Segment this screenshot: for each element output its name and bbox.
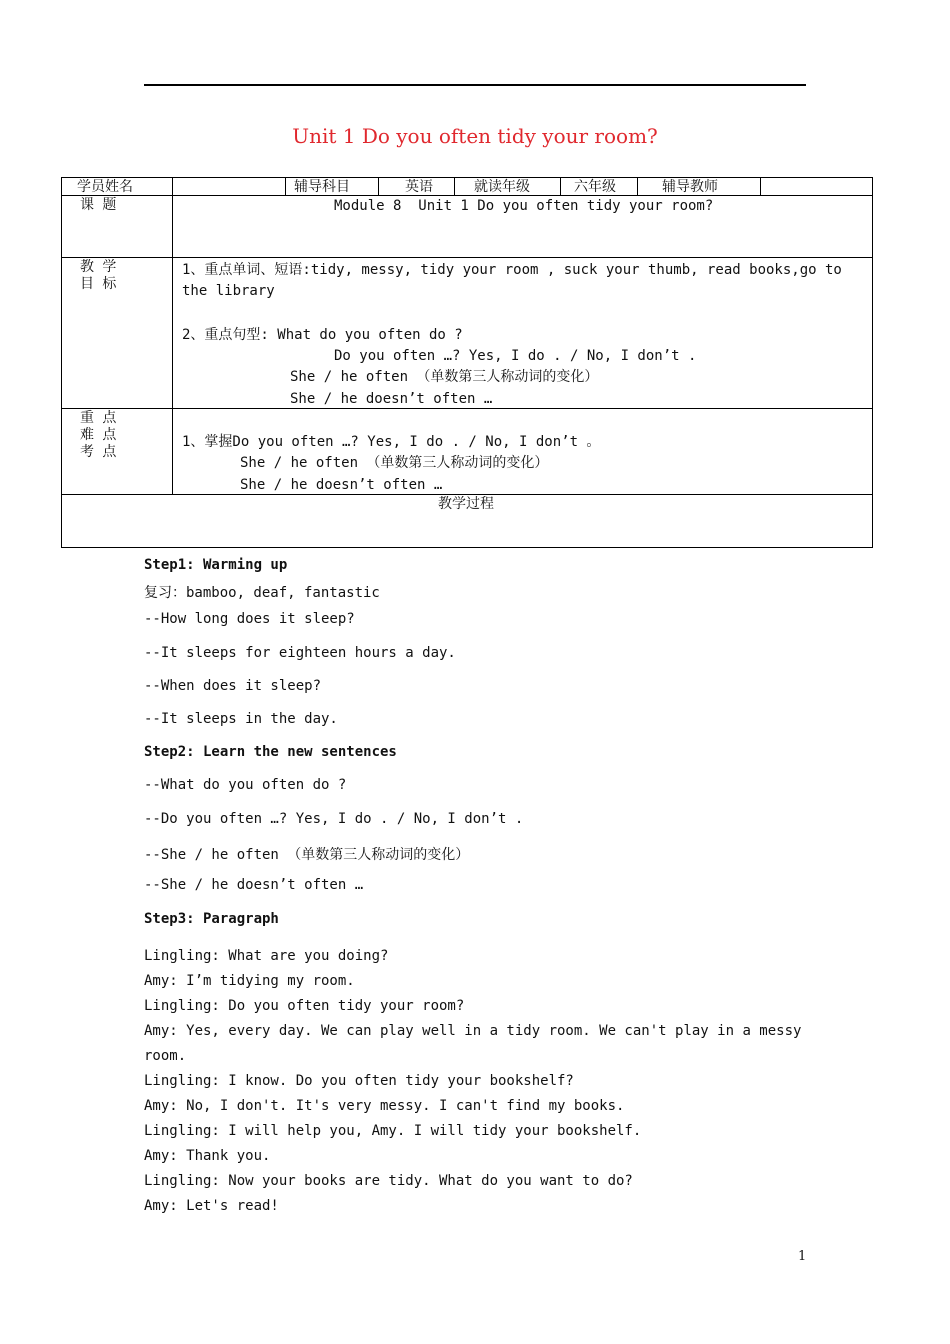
topic-label: 课 题 [80, 197, 117, 213]
dialogue [144, 944, 824, 1219]
objective-item2-line4: She / he doesn’t often … [290, 391, 493, 407]
dialogue-line: Amy: Let's read! [144, 1198, 279, 1214]
step2-line: --She / he often （单数第三人称动词的变化） [144, 847, 470, 863]
dialogue-line: Amy: Thank you. [144, 1148, 271, 1164]
step1-line: --It sleeps in the day. [144, 711, 338, 727]
keypoint-line2: She / he often （单数第三人称动词的变化） [240, 455, 549, 471]
step1-line: --How long does it sleep? [144, 611, 355, 627]
dialogue-line: Amy: Yes, every day. We can play well in a tidy room. We can't play in a messy room. [144, 1023, 810, 1064]
dialogue-line: Lingling: Do you often tidy your room? [144, 998, 465, 1014]
page-title: Unit 1 Do you often tidy your room? [292, 124, 658, 148]
grade-label: 就读年级 [474, 179, 530, 195]
process-label: 教学过程 [438, 496, 494, 512]
dialogue-line: Amy: I’m tidying my room. [144, 973, 355, 989]
step1-review: 复习：bamboo, deaf, fantastic [144, 585, 380, 601]
keypoint-line1: 1、掌握Do you often …? Yes, I do . / No, I don’t 。 [182, 434, 601, 450]
step2-line: --What do you often do ? [144, 777, 347, 793]
step1-heading: Step1: Warming up [144, 557, 288, 573]
objective-item2-line3: She / he often （单数第三人称动词的变化） [290, 369, 599, 385]
header-rule [144, 84, 806, 86]
objectives-label-2: 目 标 [80, 276, 117, 292]
subject-label: 辅导科目 [294, 179, 350, 195]
step2-line: --She / he doesn’t often … [144, 877, 364, 893]
objective-item1-line1: 1、重点单词、短语:tidy, messy, tidy your room , suck your thumb, read books,go to [182, 262, 842, 278]
dialogue-line: Lingling: I know. Do you often tidy your bookshelf? [144, 1073, 574, 1089]
objective-item2-line2: Do you often …? Yes, I do . / No, I don’t . [334, 348, 697, 364]
objective-item2-line1: 2、重点句型: What do you often do ? [182, 327, 463, 343]
step3-heading: Step3: Paragraph [144, 911, 279, 927]
subject-value: 英语 [405, 179, 433, 195]
step1-line: --It sleeps for eighteen hours a day. [144, 645, 456, 661]
page-number: 1 [798, 1249, 807, 1264]
step1-line: --When does it sleep? [144, 678, 322, 694]
keypoint-line3: She / he doesn’t often … [240, 477, 443, 493]
objectives-label-1: 教 学 [80, 259, 117, 275]
keypoints-label-3: 考 点 [80, 444, 117, 460]
dialogue-line: Lingling: What are you doing? [144, 948, 389, 964]
dialogue-line: Amy: No, I don't. It's very messy. I can't find my books. [144, 1098, 625, 1114]
objective-item1-line2: the library [182, 283, 275, 299]
grade-value: 六年级 [574, 179, 616, 195]
step2-heading: Step2: Learn the new sentences [144, 744, 397, 760]
keypoints-label-1: 重 点 [80, 410, 117, 426]
dialogue-line: Lingling: I will help you, Amy. I will tidy your bookshelf. [144, 1123, 642, 1139]
teacher-label: 辅导教师 [662, 179, 718, 195]
topic-value: Module 8 Unit 1 Do you often tidy your room? [334, 198, 714, 214]
dialogue-line: Lingling: Now your books are tidy. What do you want to do? [144, 1173, 633, 1189]
step2-line: --Do you often …? Yes, I do . / No, I don’t . [144, 811, 524, 827]
keypoints-label-2: 难 点 [80, 427, 117, 443]
student-name-label: 学员姓名 [77, 179, 133, 195]
